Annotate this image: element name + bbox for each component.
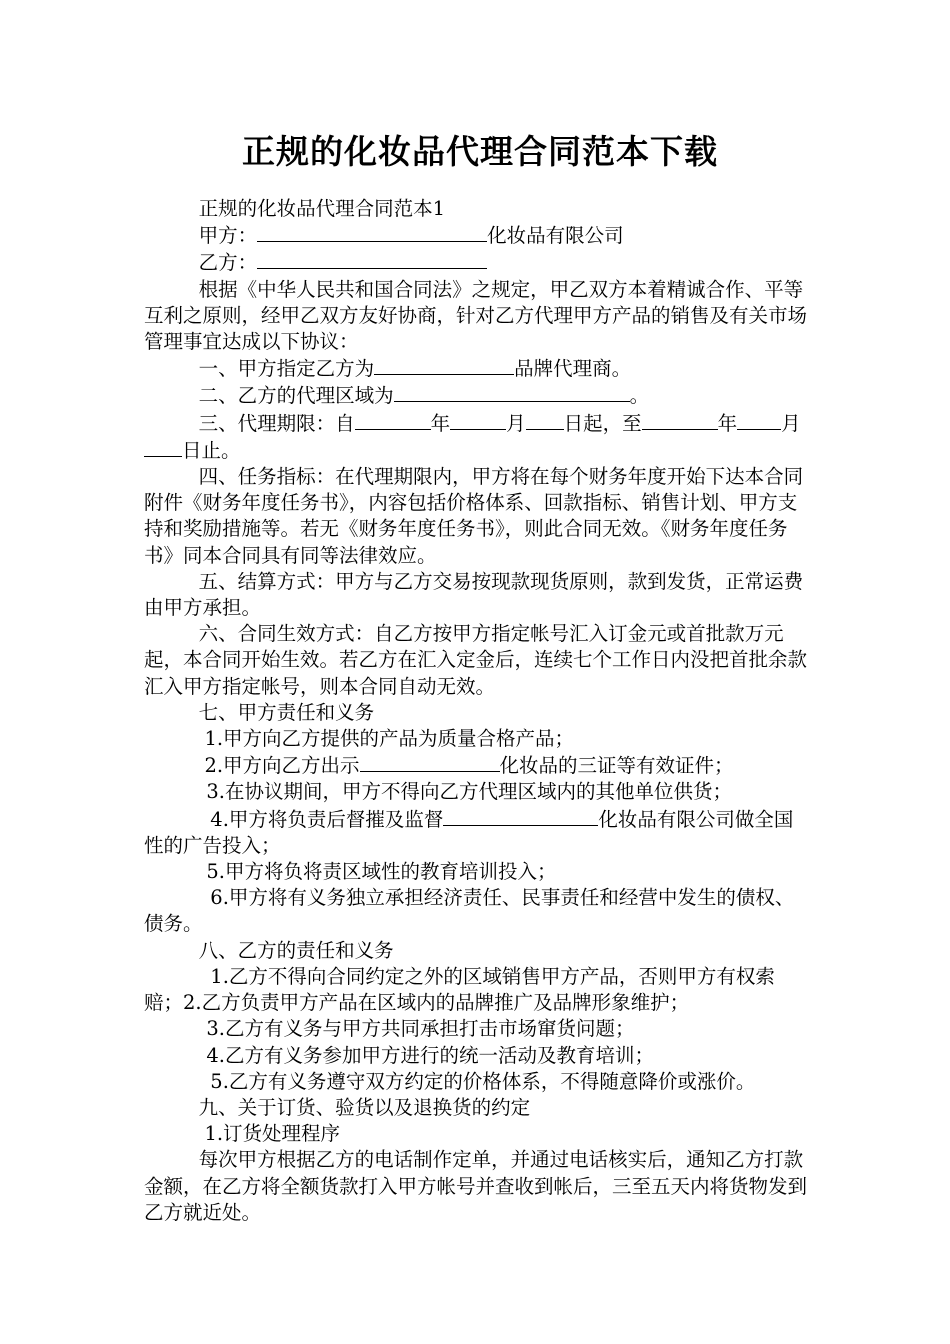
clause-2: [144, 382, 810, 409]
clause-3-year1: 年: [430, 411, 451, 435]
clause-9-item-1-text: 每次甲方根据乙方的电话制作定单，并通过电话核实后，通知乙方打款金额，在乙方将全额货款打入甲方帐号并查收到帐后，三至五天内将货物发到乙方就近处。: [144, 1148, 808, 1224]
clause-4: 四、任务指标：在代理期限内，甲方将在每个财务年度开始下达本合同附件《财务年度任务书》，内容包括价格体系、回款指标、销售计划、甲方支持和奖励措施等。若无《财务年度任务书》，则此合同无效。《财务年度任务书》同本合同具有同等法律效应。: [144, 465, 804, 567]
clause-1-prefix: 一、甲方指定乙方为: [198, 357, 375, 381]
party-a-line: [144, 222, 810, 249]
clause-7-item-2: [144, 752, 810, 779]
clause-2-suffix: 。: [629, 384, 650, 408]
clause-3-blank-month2a: [737, 410, 759, 430]
clause-7-item-5: 5.甲方将负将责区域性的教育培训投入；: [206, 860, 557, 884]
document-title: 正规的化妆品代理合同范本下载: [242, 132, 718, 171]
party-a-label: 甲方：: [198, 224, 258, 248]
document-body: [144, 196, 810, 1226]
clause-7-item-6: 6.甲方将有义务独立承担经济责任、民事责任和经营中发生的债权、债务。: [144, 886, 795, 936]
party-a-blank: [257, 222, 487, 242]
clause-7-item-4-blank: [443, 806, 598, 826]
party-b-line: [144, 249, 810, 276]
clause-8-item-5: 5.乙方有义务遵守双方约定的价格体系，不得随意降价或涨价。: [210, 1069, 756, 1093]
clause-2-prefix: 二、乙方的代理区域为: [198, 384, 394, 408]
clause-1-suffix: 品牌代理商。: [514, 357, 632, 381]
clause-8-item-4: 4.乙方有义务参加甲方进行的统一活动及教育培训；: [206, 1043, 654, 1067]
clause-7-item-4: [144, 806, 810, 859]
clause-7-item-2-blank: [360, 752, 500, 772]
clause-3: [144, 410, 810, 464]
clause-3-blank-day2: [144, 437, 182, 457]
party-b-label: 乙方：: [198, 251, 258, 275]
clause-3-blank-month1: [450, 410, 506, 430]
clause-7-item-4-prefix: 4.甲方将负责后督摧及监督: [210, 807, 444, 831]
clause-7-heading: 七、甲方责任和义务: [198, 700, 375, 724]
clause-1-blank: [374, 355, 514, 375]
clause-6: 六、合同生效方式：自乙方按甲方指定帐号汇入订金元或首批款万元起，本合同开始生效。若乙方在汇入定金后，连续七个工作日内没把首批余款汇入甲方指定帐号，则本合同自动无效。: [144, 622, 808, 698]
clause-8-heading: 八、乙方的责任和义务: [198, 938, 394, 962]
clause-7-item-2-suffix: 化妆品的三证等有效证件；: [499, 754, 734, 778]
clause-1: [144, 355, 810, 382]
clause-7-item-2-prefix: 2.甲方向乙方出示: [204, 754, 360, 778]
contract-subtitle: 正规的化妆品代理合同范本1: [198, 197, 446, 220]
party-a-suffix: 化妆品有限公司: [487, 224, 624, 248]
clause-2-blank: [394, 382, 630, 402]
clause-3-day2: 日止。: [182, 438, 241, 462]
clause-9-heading: 九、关于订货、验货以及退换货的约定: [198, 1095, 531, 1119]
clause-3-prefix: 三、代理期限：自: [198, 411, 355, 435]
clause-3-blank-month2b: [759, 410, 781, 430]
clause-3-blank-day1: [526, 410, 564, 430]
clause-3-blank-year2: [642, 410, 718, 430]
clause-8-item-3: 3.乙方有义务与甲方共同承担打击市场窜货问题；: [206, 1017, 635, 1041]
clause-3-year2: 年: [717, 411, 738, 435]
clause-7-item-4-suffix: 化妆品有限公司做全国性的广告投入；: [144, 807, 794, 857]
intro-paragraph: 根据《中华人民共和国合同法》之规定，甲乙双方本着精诚合作、平等互利之原则，经甲乙双方友好协商，针对乙方代理甲方产品的销售及有关市场管理事宜达成以下协议：: [144, 277, 808, 354]
clause-8-item-1-2: 1.乙方不得向合同约定之外的区域销售甲方产品，否则甲方有权索赔；2.乙方负责甲方产品在区域内的品牌推广及品牌形象维护；: [144, 964, 775, 1015]
clause-7-item-1: 1.甲方向乙方提供的产品为质量合格产品；: [204, 727, 575, 751]
clause-9-item-1: 1.订货处理程序: [204, 1122, 341, 1146]
clause-3-day1: 日起，至: [563, 411, 642, 435]
clause-7-item-3: 3.在协议期间，甲方不得向乙方代理区域内的其他单位供货；: [206, 780, 732, 804]
party-b-blank: [257, 249, 487, 269]
clause-5: 五、结算方式：甲方与乙方交易按现款现货原则，款到发货，正常运费由甲方承担。: [144, 569, 804, 620]
clause-3-month2: 月: [781, 411, 801, 435]
clause-3-blank-year1: [355, 410, 431, 430]
clause-3-month1: 月: [506, 411, 526, 435]
